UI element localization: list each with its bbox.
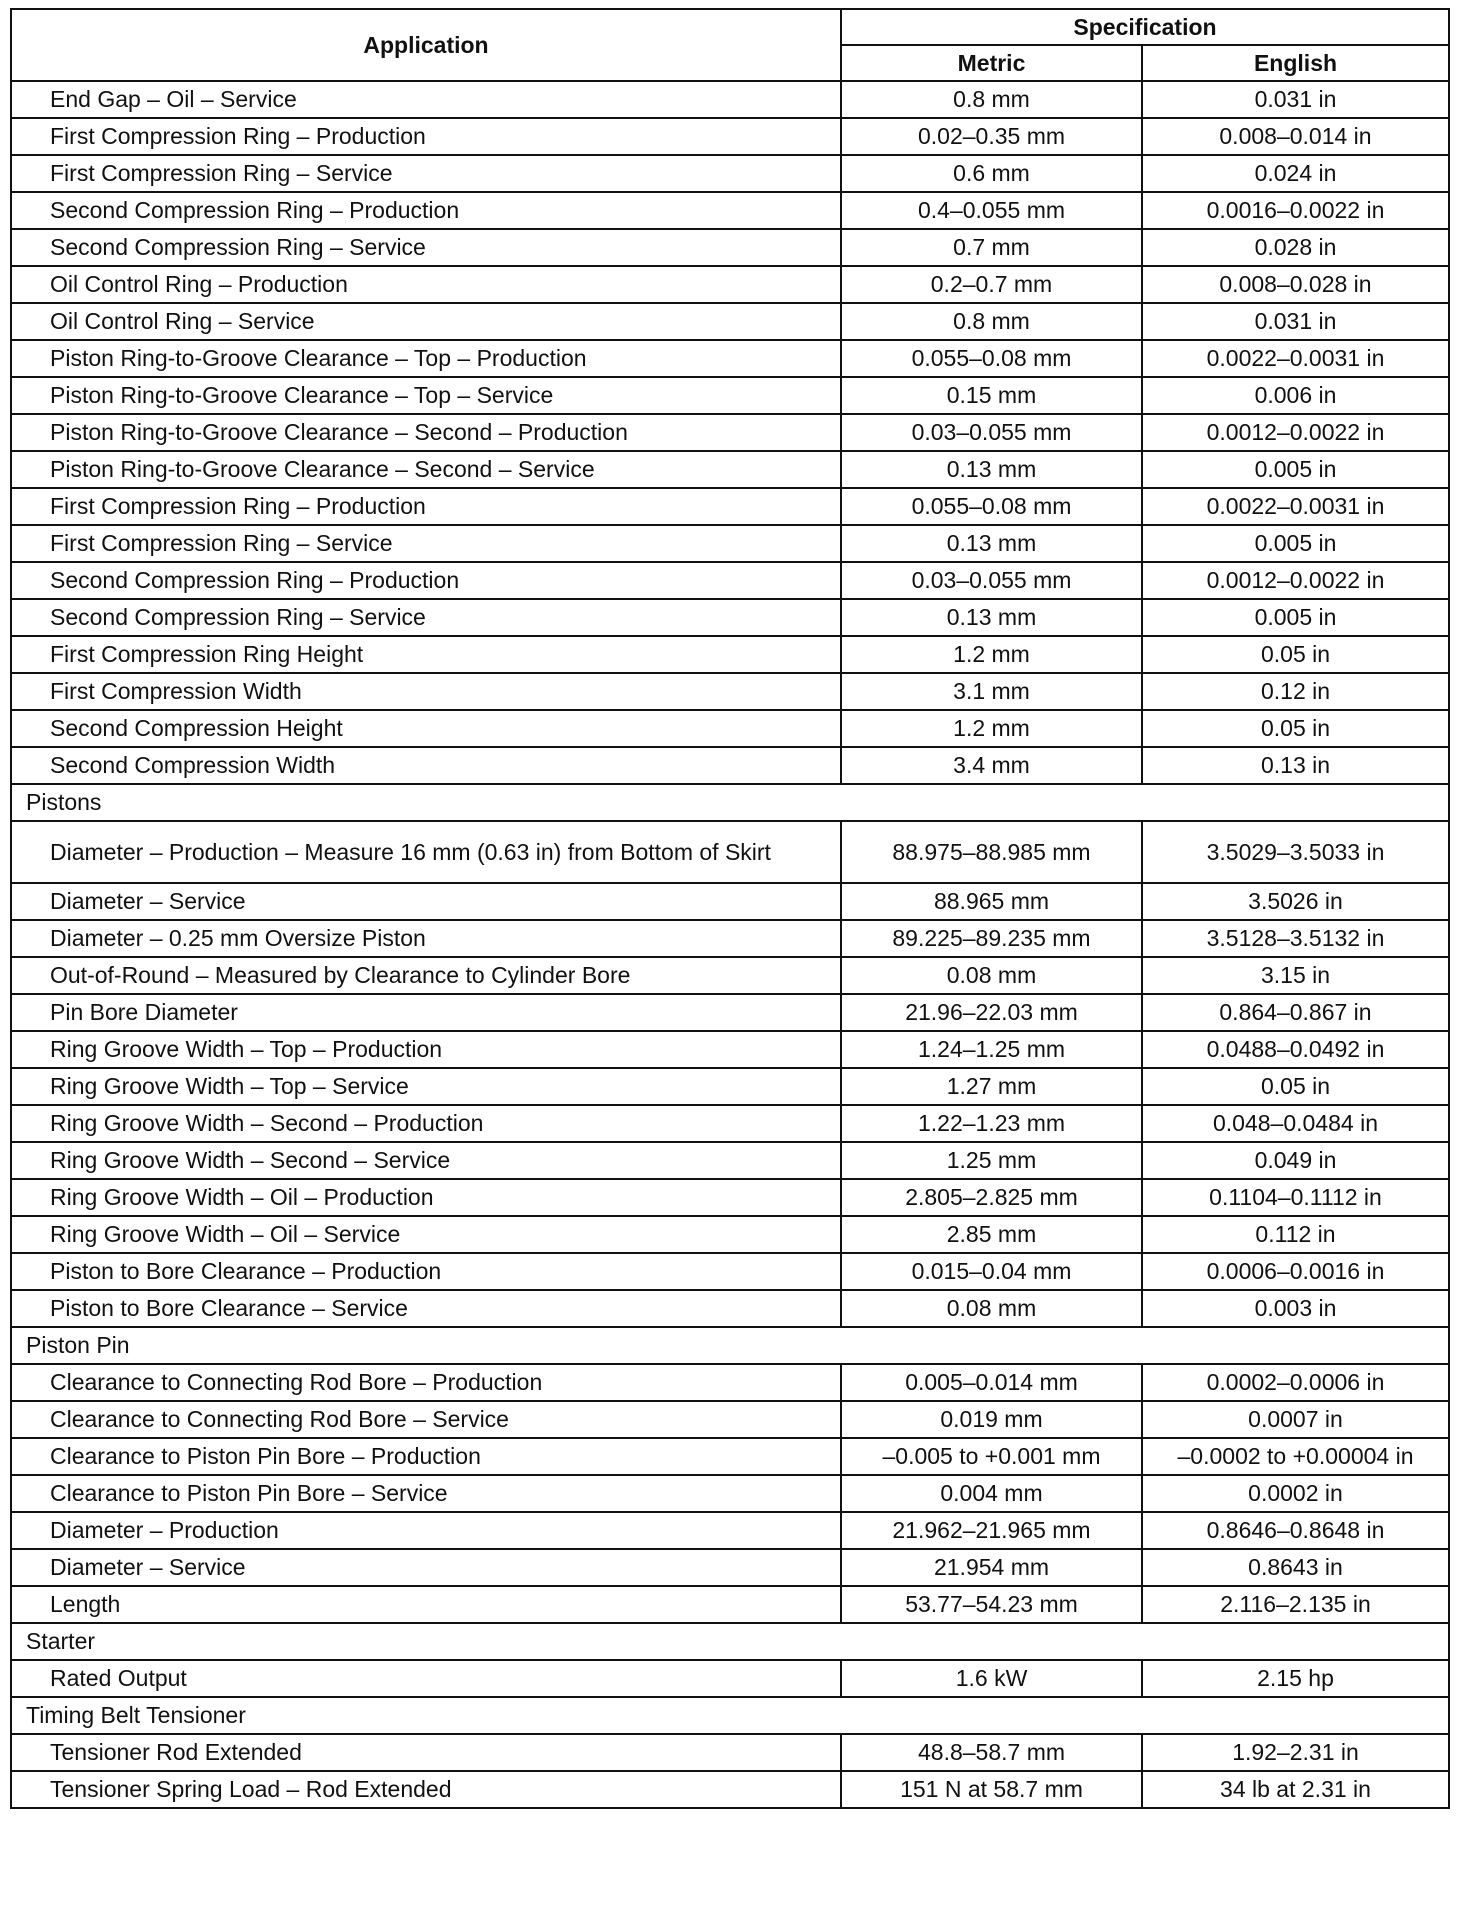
application-cell: Ring Groove Width – Oil – Service <box>11 1216 841 1253</box>
english-cell: 0.0002–0.0006 in <box>1142 1364 1449 1401</box>
table-row <box>11 599 1449 636</box>
metric-cell: 0.8 mm <box>841 303 1142 340</box>
application-cell: Ring Groove Width – Second – Service <box>11 1142 841 1179</box>
table-row <box>11 1475 1449 1512</box>
english-cell: 2.15 hp <box>1142 1660 1449 1697</box>
section-row <box>11 784 1449 821</box>
metric-cell: 0.03–0.055 mm <box>841 414 1142 451</box>
specification-table <box>10 8 1450 1809</box>
metric-cell: 1.6 kW <box>841 1660 1142 1697</box>
metric-header: Metric <box>841 45 1142 81</box>
application-cell: Tensioner Rod Extended <box>11 1734 841 1771</box>
english-cell: 0.05 in <box>1142 1068 1449 1105</box>
table-row <box>11 377 1449 414</box>
table-row <box>11 1290 1449 1327</box>
english-cell: 3.15 in <box>1142 957 1449 994</box>
application-cell: Second Compression Ring – Production <box>11 192 841 229</box>
metric-cell: 3.1 mm <box>841 673 1142 710</box>
table-row <box>11 488 1449 525</box>
english-cell: 0.031 in <box>1142 303 1449 340</box>
metric-cell: 1.24–1.25 mm <box>841 1031 1142 1068</box>
application-cell: First Compression Ring – Production <box>11 118 841 155</box>
metric-cell: 0.13 mm <box>841 451 1142 488</box>
table-row <box>11 1586 1449 1623</box>
application-cell: Clearance to Piston Pin Bore – Service <box>11 1475 841 1512</box>
application-cell: Second Compression Height <box>11 710 841 747</box>
application-cell: Ring Groove Width – Second – Production <box>11 1105 841 1142</box>
english-cell: 0.024 in <box>1142 155 1449 192</box>
table-row <box>11 1771 1449 1808</box>
application-cell: First Compression Ring – Production <box>11 488 841 525</box>
application-cell: Clearance to Piston Pin Bore – Production <box>11 1438 841 1475</box>
english-cell: 0.005 in <box>1142 525 1449 562</box>
application-cell: First Compression Width <box>11 673 841 710</box>
metric-cell: 0.6 mm <box>841 155 1142 192</box>
metric-cell: 1.22–1.23 mm <box>841 1105 1142 1142</box>
application-cell: Piston to Bore Clearance – Production <box>11 1253 841 1290</box>
english-cell: 0.008–0.014 in <box>1142 118 1449 155</box>
table-row <box>11 266 1449 303</box>
table-row <box>11 1401 1449 1438</box>
application-cell: First Compression Ring – Service <box>11 155 841 192</box>
application-cell: Clearance to Connecting Rod Bore – Production <box>11 1364 841 1401</box>
metric-cell: 0.2–0.7 mm <box>841 266 1142 303</box>
application-cell: Diameter – Production <box>11 1512 841 1549</box>
table-row <box>11 1549 1449 1586</box>
table-row <box>11 340 1449 377</box>
metric-cell: 1.25 mm <box>841 1142 1142 1179</box>
table-row <box>11 192 1449 229</box>
table-row <box>11 1216 1449 1253</box>
table-row <box>11 1512 1449 1549</box>
application-cell: Diameter – Service <box>11 883 841 920</box>
metric-cell: 48.8–58.7 mm <box>841 1734 1142 1771</box>
application-header: Application <box>11 9 841 81</box>
english-cell: 34 lb at 2.31 in <box>1142 1771 1449 1808</box>
table-row <box>11 525 1449 562</box>
metric-cell: 0.055–0.08 mm <box>841 488 1142 525</box>
application-cell: Piston Ring-to-Groove Clearance – Top – Service <box>11 377 841 414</box>
table-row <box>11 562 1449 599</box>
metric-cell: 151 N at 58.7 mm <box>841 1771 1142 1808</box>
english-cell: 0.0006–0.0016 in <box>1142 1253 1449 1290</box>
metric-cell: 88.975–88.985 mm <box>841 821 1142 883</box>
metric-cell: 0.005–0.014 mm <box>841 1364 1142 1401</box>
english-cell: 0.028 in <box>1142 229 1449 266</box>
metric-cell: 0.4–0.055 mm <box>841 192 1142 229</box>
english-cell: 0.049 in <box>1142 1142 1449 1179</box>
metric-cell: 1.2 mm <box>841 636 1142 673</box>
table-row <box>11 1142 1449 1179</box>
table-row <box>11 920 1449 957</box>
english-cell: 0.0012–0.0022 in <box>1142 414 1449 451</box>
english-cell: 0.8646–0.8648 in <box>1142 1512 1449 1549</box>
application-cell: Diameter – Service <box>11 1549 841 1586</box>
english-cell: 0.005 in <box>1142 451 1449 488</box>
english-cell: 0.05 in <box>1142 710 1449 747</box>
metric-cell: 0.13 mm <box>841 599 1142 636</box>
english-cell: 0.0488–0.0492 in <box>1142 1031 1449 1068</box>
application-cell: Out-of-Round – Measured by Clearance to Cylinder Bore <box>11 957 841 994</box>
metric-cell: 0.02–0.35 mm <box>841 118 1142 155</box>
table-row <box>11 1253 1449 1290</box>
english-cell: 1.92–2.31 in <box>1142 1734 1449 1771</box>
application-cell: Second Compression Ring – Service <box>11 229 841 266</box>
metric-cell: 0.03–0.055 mm <box>841 562 1142 599</box>
section-label: Pistons <box>11 784 1449 821</box>
english-cell: 0.0022–0.0031 in <box>1142 340 1449 377</box>
application-cell: Diameter – Production – Measure 16 mm (0.63 in) from Bottom of Skirt <box>11 821 841 883</box>
english-cell: 0.0007 in <box>1142 1401 1449 1438</box>
application-cell: Piston Ring-to-Groove Clearance – Second – Production <box>11 414 841 451</box>
metric-cell: 0.13 mm <box>841 525 1142 562</box>
application-cell: Ring Groove Width – Top – Service <box>11 1068 841 1105</box>
metric-cell: 0.08 mm <box>841 1290 1142 1327</box>
english-cell: 0.13 in <box>1142 747 1449 784</box>
table-row <box>11 673 1449 710</box>
table-row <box>11 414 1449 451</box>
application-cell: End Gap – Oil – Service <box>11 81 841 118</box>
table-body <box>11 81 1449 1808</box>
table-row <box>11 994 1449 1031</box>
table-row <box>11 957 1449 994</box>
table-row <box>11 1105 1449 1142</box>
application-cell: Piston Ring-to-Groove Clearance – Top – Production <box>11 340 841 377</box>
application-cell: Diameter – 0.25 mm Oversize Piston <box>11 920 841 957</box>
english-cell: 2.116–2.135 in <box>1142 1586 1449 1623</box>
application-cell: Ring Groove Width – Top – Production <box>11 1031 841 1068</box>
metric-cell: 0.015–0.04 mm <box>841 1253 1142 1290</box>
english-cell: 0.0012–0.0022 in <box>1142 562 1449 599</box>
english-cell: 0.0002 in <box>1142 1475 1449 1512</box>
table-row <box>11 710 1449 747</box>
metric-cell: 89.225–89.235 mm <box>841 920 1142 957</box>
metric-cell: 21.96–22.03 mm <box>841 994 1142 1031</box>
metric-cell: 0.004 mm <box>841 1475 1142 1512</box>
section-label: Timing Belt Tensioner <box>11 1697 1449 1734</box>
metric-cell: 0.08 mm <box>841 957 1142 994</box>
english-cell: 0.003 in <box>1142 1290 1449 1327</box>
english-header: English <box>1142 45 1449 81</box>
application-cell: Oil Control Ring – Production <box>11 266 841 303</box>
english-cell: 0.005 in <box>1142 599 1449 636</box>
english-cell: 0.05 in <box>1142 636 1449 673</box>
table-row <box>11 229 1449 266</box>
metric-cell: 1.27 mm <box>841 1068 1142 1105</box>
application-cell: Second Compression Width <box>11 747 841 784</box>
application-cell: Piston to Bore Clearance – Service <box>11 1290 841 1327</box>
metric-cell: 21.962–21.965 mm <box>841 1512 1142 1549</box>
metric-cell: 0.7 mm <box>841 229 1142 266</box>
table-row <box>11 1438 1449 1475</box>
application-cell: Clearance to Connecting Rod Bore – Service <box>11 1401 841 1438</box>
metric-cell: 0.019 mm <box>841 1401 1142 1438</box>
metric-cell: 1.2 mm <box>841 710 1142 747</box>
english-cell: 3.5029–3.5033 in <box>1142 821 1449 883</box>
metric-cell: 3.4 mm <box>841 747 1142 784</box>
table-row <box>11 451 1449 488</box>
section-row <box>11 1623 1449 1660</box>
metric-cell: 2.805–2.825 mm <box>841 1179 1142 1216</box>
english-cell: 3.5128–3.5132 in <box>1142 920 1449 957</box>
english-cell: –0.0002 to +0.00004 in <box>1142 1438 1449 1475</box>
section-label: Piston Pin <box>11 1327 1449 1364</box>
table-row <box>11 1179 1449 1216</box>
application-cell: First Compression Ring Height <box>11 636 841 673</box>
application-cell: Second Compression Ring – Service <box>11 599 841 636</box>
metric-cell: 53.77–54.23 mm <box>841 1586 1142 1623</box>
table-row <box>11 1031 1449 1068</box>
metric-cell: 21.954 mm <box>841 1549 1142 1586</box>
table-row <box>11 1068 1449 1105</box>
metric-cell: 88.965 mm <box>841 883 1142 920</box>
metric-cell: 0.15 mm <box>841 377 1142 414</box>
english-cell: 0.008–0.028 in <box>1142 266 1449 303</box>
english-cell: 0.12 in <box>1142 673 1449 710</box>
table-row <box>11 636 1449 673</box>
table-row <box>11 1734 1449 1771</box>
metric-cell: 0.055–0.08 mm <box>841 340 1142 377</box>
table-row <box>11 747 1449 784</box>
table-row <box>11 821 1449 883</box>
english-cell: 0.006 in <box>1142 377 1449 414</box>
table-row <box>11 118 1449 155</box>
english-cell: 0.864–0.867 in <box>1142 994 1449 1031</box>
english-cell: 0.8643 in <box>1142 1549 1449 1586</box>
english-cell: 0.1104–0.1112 in <box>1142 1179 1449 1216</box>
english-cell: 0.048–0.0484 in <box>1142 1105 1449 1142</box>
english-cell: 0.031 in <box>1142 81 1449 118</box>
section-label: Starter <box>11 1623 1449 1660</box>
metric-cell: –0.005 to +0.001 mm <box>841 1438 1142 1475</box>
table-row <box>11 1660 1449 1697</box>
metric-cell: 0.8 mm <box>841 81 1142 118</box>
section-row <box>11 1327 1449 1364</box>
english-cell: 0.0016–0.0022 in <box>1142 192 1449 229</box>
metric-cell: 2.85 mm <box>841 1216 1142 1253</box>
application-cell: First Compression Ring – Service <box>11 525 841 562</box>
table-row <box>11 303 1449 340</box>
table-row <box>11 81 1449 118</box>
application-cell: Piston Ring-to-Groove Clearance – Second – Service <box>11 451 841 488</box>
application-cell: Oil Control Ring – Service <box>11 303 841 340</box>
table-row <box>11 155 1449 192</box>
application-cell: Rated Output <box>11 1660 841 1697</box>
english-cell: 0.0022–0.0031 in <box>1142 488 1449 525</box>
application-cell: Pin Bore Diameter <box>11 994 841 1031</box>
application-cell: Ring Groove Width – Oil – Production <box>11 1179 841 1216</box>
application-cell: Second Compression Ring – Production <box>11 562 841 599</box>
english-cell: 3.5026 in <box>1142 883 1449 920</box>
table-row <box>11 1364 1449 1401</box>
section-row <box>11 1697 1449 1734</box>
table-header <box>11 9 1449 81</box>
table-row <box>11 883 1449 920</box>
application-cell: Tensioner Spring Load – Rod Extended <box>11 1771 841 1808</box>
specification-header: Specification <box>841 9 1449 45</box>
application-cell: Length <box>11 1586 841 1623</box>
english-cell: 0.112 in <box>1142 1216 1449 1253</box>
